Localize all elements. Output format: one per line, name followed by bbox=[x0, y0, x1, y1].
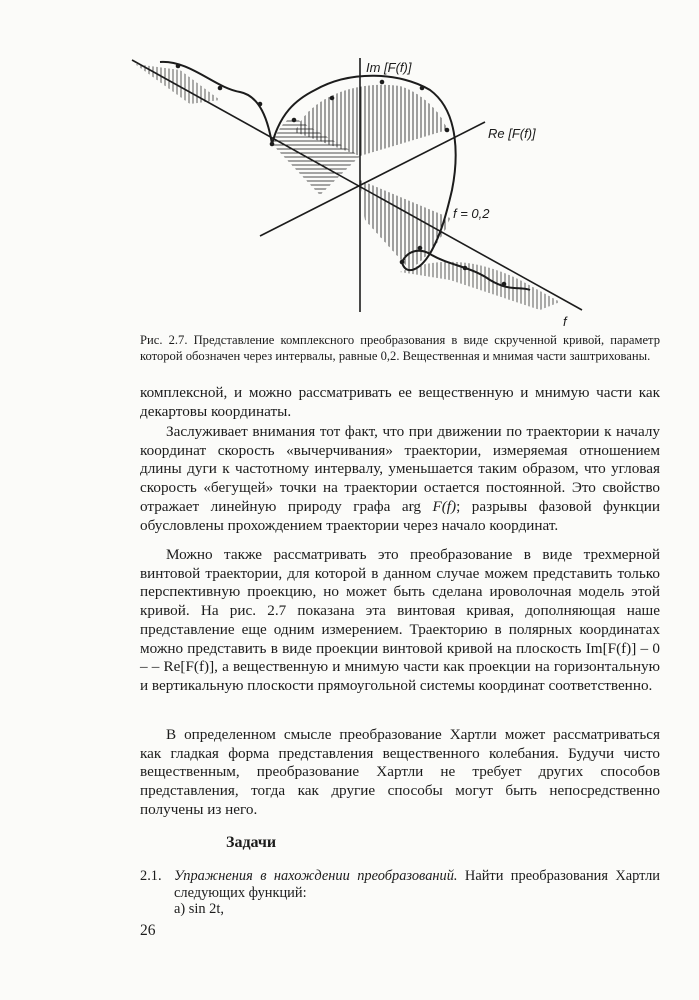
param-point bbox=[258, 102, 263, 107]
param-point bbox=[445, 128, 450, 133]
param-point bbox=[330, 96, 335, 101]
figure-2-7 bbox=[120, 40, 600, 330]
problem-body bbox=[174, 868, 660, 902]
param-point bbox=[270, 142, 275, 147]
param-point bbox=[400, 260, 405, 265]
paragraph-4: В определенном смысле преобразование Хартли может рассматриваться как гладкая форма представления вещественного колебания. Будучи чисто вещественным, преобразование Хартли не требует других способов представления, тогда как другие способы могут быть непосредственно получены из него. bbox=[140, 726, 660, 818]
paragraph-2-part-a: Заслуживает внимания тот факт, что при движении по траектории к началу координат скорость «вычерчивания» траектории, измеряемая отношением длины дуги к частотному интервалу, уменьшается таким образом, что угловая скорость «бегущей» точки на траектории остается постоянной. Это свойство отражает линейную природу графа arg bbox=[140, 423, 660, 515]
paragraph-3: Можно также рассматривать это преобразование в виде трехмерной винтовой траектории, для которой в данном случае можем представить только перспективную проекцию, но может быть сделана ироволочная модель этой кривой. На рис. 2.7 показана эта винтовая кривая, дополняющая наше представление еще одним измерением. Траекторию в полярных координатах можно представить в виде проекции винтовой кривой на плоскость Im[F(f)] – 0 – – Re[F(f)], а вещественную и мнимую части как проекции на горизонтальную и вертикальную плоскости прямоугольной системы координат соответственно. bbox=[140, 546, 660, 694]
helix-plot bbox=[120, 40, 600, 330]
problem-item-a: a) sin 2t, bbox=[174, 901, 224, 917]
im-axis-label: Im [F(f)] bbox=[366, 60, 412, 75]
paragraph-2-formula: F(f) bbox=[432, 497, 457, 515]
param-label: f = 0,2 bbox=[453, 206, 490, 221]
param-point bbox=[292, 118, 297, 123]
figure-caption: Рис. 2.7. Представление комплексного преобразования в виде скрученной кривой, параметр которой обозначен через интервалы, равные 0,2. Вещественная и мнимая части заштрихованы. bbox=[140, 333, 660, 363]
problem-title: Упражнения в нахождении преобразований. bbox=[174, 868, 458, 884]
hatch-tail-left bbox=[135, 64, 220, 104]
problem-text: Найти преобразования Хартли следующих функций: bbox=[174, 868, 660, 901]
re-axis-label: Re [F(f)] bbox=[488, 126, 536, 141]
paragraph-1: комплексной, и можно рассматривать ее вещественную и мнимую части как декартовы координаты. bbox=[140, 384, 660, 420]
param-point bbox=[418, 246, 423, 251]
param-point bbox=[176, 64, 181, 69]
param-point bbox=[502, 282, 507, 287]
param-point bbox=[420, 86, 425, 91]
section-heading: Задачи bbox=[226, 834, 277, 851]
param-point bbox=[380, 80, 385, 85]
problem-2-1 bbox=[140, 868, 660, 902]
paragraph-2-part-b: ; разрывы фазовой функции обусловлены прохождением траектории через начало координат. bbox=[140, 497, 660, 534]
param-point bbox=[218, 86, 223, 91]
problem-number: 2.1. bbox=[140, 868, 162, 884]
hatch-tail-right bbox=[400, 262, 560, 310]
page-number: 26 bbox=[140, 922, 156, 939]
f-axis-label: f bbox=[563, 314, 567, 329]
paragraph-2 bbox=[140, 423, 660, 535]
param-point bbox=[463, 266, 468, 271]
